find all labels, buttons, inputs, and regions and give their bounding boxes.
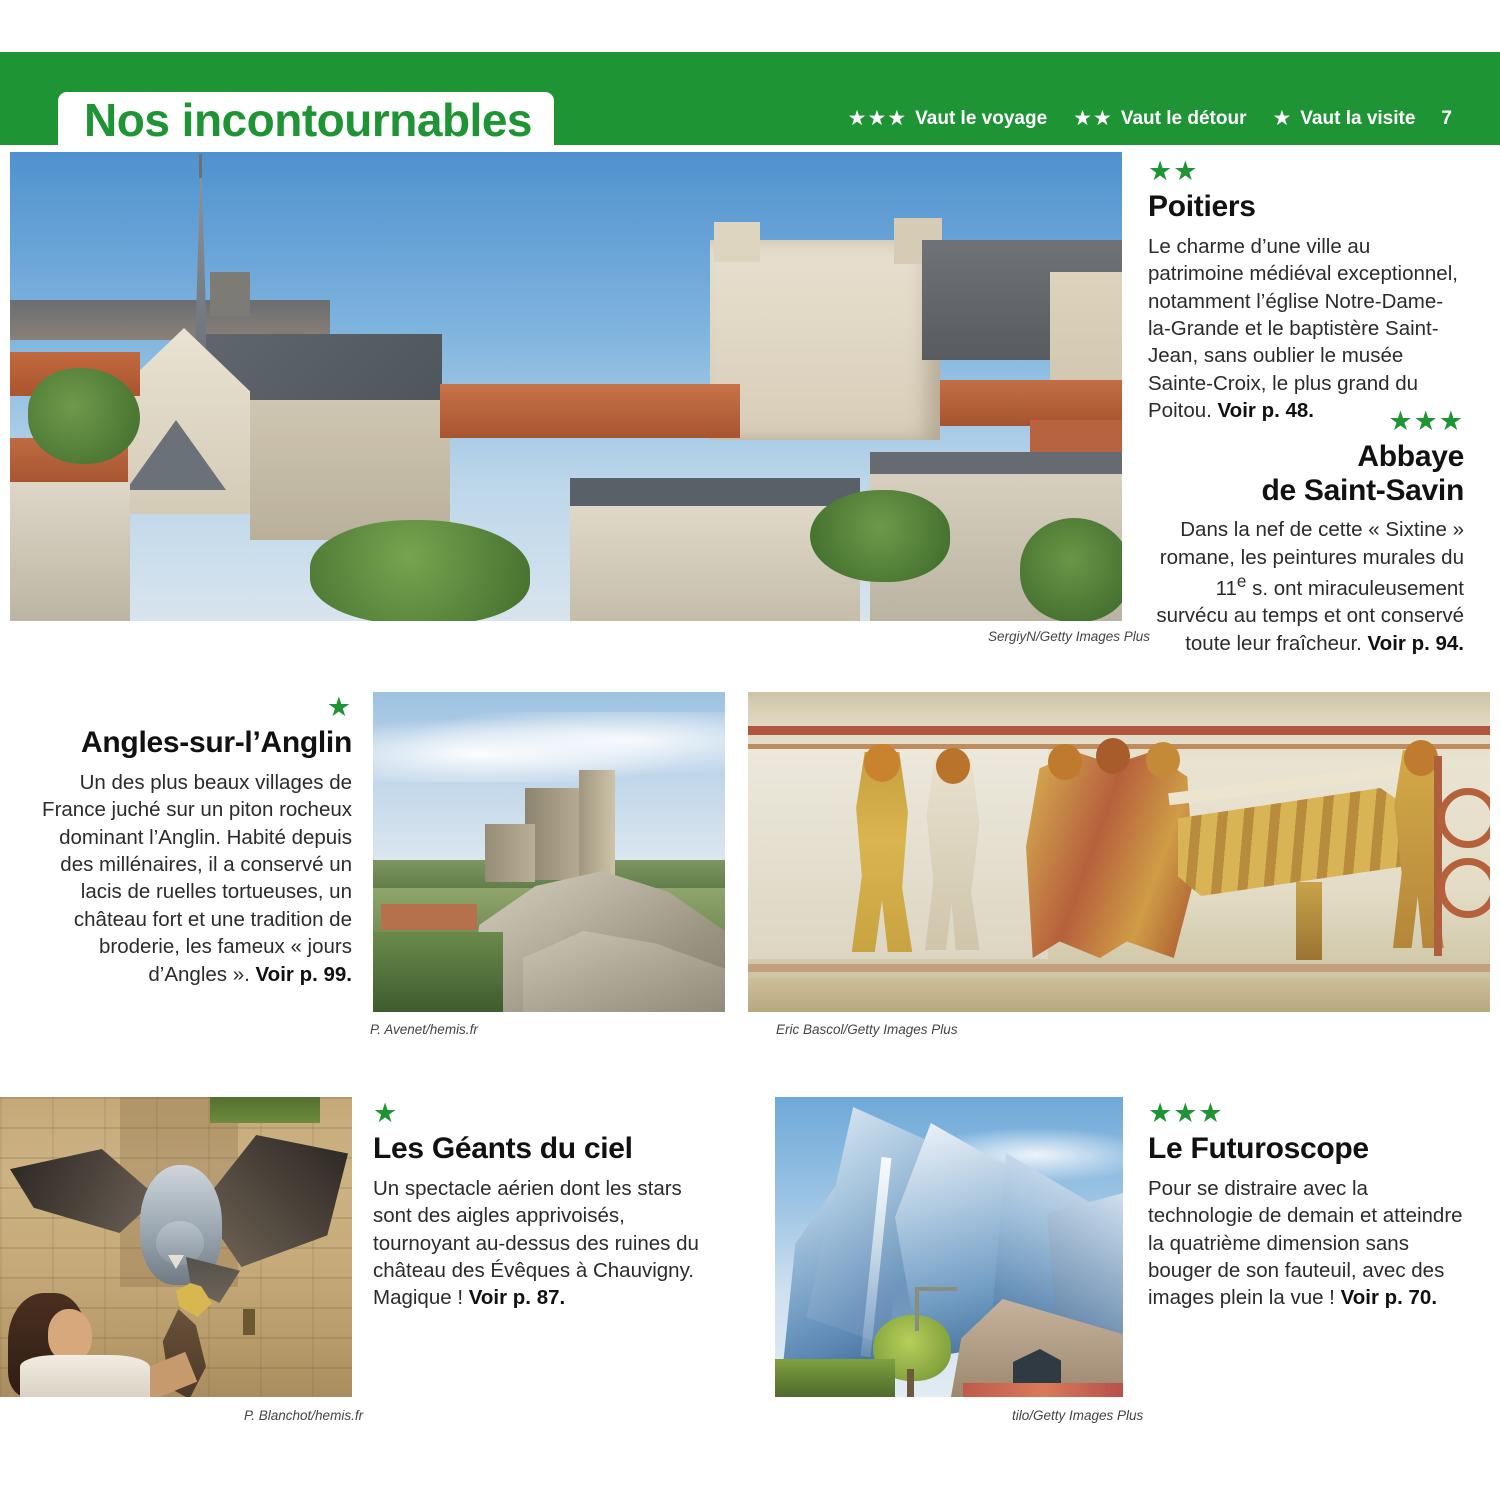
tree-cluster-center bbox=[310, 520, 530, 621]
entry-poitiers bbox=[1148, 158, 1464, 425]
legend-label-vaut-le-voyage: Vaut le voyage bbox=[915, 107, 1048, 129]
cathedral-tower-left bbox=[714, 222, 760, 262]
fresco-figure-3-head bbox=[1048, 744, 1082, 780]
falconer-face bbox=[48, 1309, 92, 1361]
church-spire-tip bbox=[199, 154, 202, 178]
header-band bbox=[0, 52, 1500, 145]
entry-le-futuroscope bbox=[1148, 1100, 1468, 1312]
photo-angles-sur-l-anglin-castle bbox=[373, 692, 725, 1012]
rating-stars-futuroscope: ★★★ bbox=[1148, 1098, 1224, 1128]
fresco-figure-5-head bbox=[1146, 742, 1180, 778]
entry-body-abbaye bbox=[1148, 516, 1464, 657]
page-title-box bbox=[58, 92, 554, 145]
entry-body-text: Pour se distraire avec la technologie de demain et atteindre la quatrième dimension sans bouger de son fauteuil, avec des images plein la vue ! bbox=[1148, 1176, 1463, 1310]
rating-stars-poitiers: ★★ bbox=[1148, 156, 1199, 186]
two-star-icon: ★ ★ bbox=[1073, 107, 1112, 130]
legend-item-1-star bbox=[1272, 108, 1415, 130]
photo-credit-fresco: Eric Bascol/Getty Images Plus bbox=[776, 1022, 958, 1037]
entry-see-ref-geants[interactable]: Voir p. 87. bbox=[468, 1286, 566, 1310]
ordinal-superscript: e bbox=[1236, 572, 1247, 592]
fresco-figure-2-head bbox=[936, 748, 970, 784]
tree-cluster-right bbox=[810, 490, 950, 582]
entry-angles-sur-l-anglin bbox=[34, 694, 352, 988]
cathedral-facade bbox=[710, 240, 940, 440]
flower-bed bbox=[963, 1383, 1123, 1397]
foreground-vegetation-left bbox=[373, 932, 503, 1012]
photo-credit-eagle: P. Blanchot/hemis.fr bbox=[244, 1408, 364, 1423]
entry-body-angles bbox=[34, 769, 352, 989]
entry-title-line-1: Abbaye bbox=[1357, 440, 1464, 473]
entry-title-abbaye bbox=[1148, 440, 1464, 507]
page-title: Nos incontournables bbox=[84, 93, 532, 146]
photo-futuroscope-pavilion bbox=[775, 1097, 1123, 1397]
legend-label-vaut-la-visite: Vaut la visite bbox=[1300, 107, 1416, 129]
entry-see-ref-abbaye[interactable]: Voir p. 94. bbox=[1367, 631, 1464, 655]
foreground-roof-right bbox=[870, 452, 1122, 474]
light-mast bbox=[915, 1287, 919, 1331]
entry-body-geants bbox=[373, 1175, 723, 1312]
entry-body-futuroscope bbox=[1148, 1175, 1468, 1312]
entry-body-text-post: s. ont miraculeusement survécu au temps et ont conservé toute leur fraîcheur. bbox=[1156, 576, 1464, 655]
entry-les-geants-du-ciel bbox=[373, 1100, 723, 1312]
rating-stars-angles: ★ bbox=[326, 692, 352, 722]
legend-label-vaut-le-detour: Vaut le détour bbox=[1120, 107, 1247, 129]
photo-poitiers-cityscape bbox=[10, 152, 1122, 621]
fresco-arch-right bbox=[1434, 756, 1490, 956]
tree-cluster-far-right bbox=[1020, 518, 1122, 621]
entry-body-text: Un des plus beaux villages de France juché sur un piton rocheux dominant l’Anglin. Habité depuis des millénaires, il a conservé un lacis de ruelles tortueuses, un château fort et une tradition de broderie, les fameux « jours d’Angles ». bbox=[42, 770, 352, 986]
fresco-figure-1-head bbox=[864, 744, 900, 782]
fresco-top-border bbox=[748, 726, 1490, 735]
photo-credit-futuroscope: tilo/Getty Images Plus bbox=[1012, 1408, 1144, 1423]
foreground-terrace-left bbox=[10, 482, 130, 621]
fresco-bottom-border bbox=[748, 964, 1490, 972]
entry-title-geants: Les Géants du ciel bbox=[373, 1132, 633, 1165]
entry-title-angles: Angles-sur-l’Anglin bbox=[81, 726, 352, 759]
fresco-figure-4-head bbox=[1096, 738, 1130, 774]
foliage-top-right bbox=[210, 1097, 320, 1123]
hedge-row bbox=[775, 1359, 895, 1397]
falconer-shirt bbox=[20, 1355, 150, 1397]
photo-credit-poitiers: SergiyN/Getty Images Plus bbox=[988, 629, 1151, 644]
entry-title-line-2: de Saint-Savin bbox=[1261, 473, 1464, 507]
photo-credit-angles: P. Avenet/hemis.fr bbox=[370, 1022, 478, 1037]
fresco-medallion-2 bbox=[1438, 858, 1490, 918]
fresco-figure-6-head bbox=[1404, 740, 1438, 776]
legend-item-3-stars bbox=[848, 108, 1048, 130]
photo-eagle-falconry bbox=[0, 1097, 352, 1397]
rooftops-center bbox=[440, 384, 740, 438]
castle-wall bbox=[485, 824, 535, 882]
distant-church-left bbox=[210, 272, 250, 316]
light-mast-arm bbox=[915, 1287, 957, 1291]
legend-item-2-stars bbox=[1073, 108, 1246, 130]
wall-arrow-slit bbox=[243, 1309, 255, 1335]
entry-abbaye-de-saint-savin bbox=[1148, 408, 1464, 657]
three-star-icon: ★ ★ ★ bbox=[847, 107, 907, 130]
photo-saint-savin-fresco bbox=[748, 692, 1490, 1012]
page-number: 7 bbox=[1441, 107, 1452, 129]
entry-see-ref-futuroscope[interactable]: Voir p. 70. bbox=[1340, 1286, 1438, 1310]
fresco-bottom-band bbox=[748, 978, 1490, 1012]
rating-legend bbox=[848, 92, 1500, 145]
foreground-roof-dark bbox=[570, 478, 860, 506]
rating-stars-abbaye: ★★★ bbox=[1388, 406, 1464, 436]
tree-trunk bbox=[907, 1369, 914, 1397]
fresco-medallion-1 bbox=[1438, 788, 1490, 848]
entry-title-poitiers: Poitiers bbox=[1148, 190, 1256, 223]
entry-body-poitiers bbox=[1148, 233, 1464, 425]
entry-body-text: Le charme d’une ville au patrimoine médiéval exceptionnel, notamment l’église Notre-Dame-la-Grande et le baptistère Saint-Jean, sans oublier le musée Sainte-Croix, le plus grand du Poitou. bbox=[1148, 234, 1458, 423]
fresco-structure-post bbox=[1296, 882, 1322, 960]
entry-title-futuroscope: Le Futuroscope bbox=[1148, 1132, 1369, 1165]
tree-cluster-left bbox=[28, 368, 140, 464]
fresco-figure-group-center bbox=[1026, 752, 1194, 958]
castle-tower bbox=[579, 770, 615, 882]
cloud-band bbox=[373, 712, 725, 782]
entry-see-ref-poitiers[interactable]: Voir p. 48. bbox=[1217, 399, 1314, 423]
entry-body-text: Un spectacle aérien dont les stars sont des aigles apprivoisés, tournoyant au-dessus des ruines du château des Évêques à Chauvigny. Magique ! bbox=[373, 1176, 699, 1310]
church-body bbox=[250, 400, 450, 540]
entry-body-text-pre: Dans la nef de cette « Sixtine » romane, les peintures murales du 11 bbox=[1159, 518, 1464, 600]
one-star-icon: ★ bbox=[1272, 107, 1292, 130]
entry-see-ref-angles[interactable]: Voir p. 99. bbox=[255, 962, 352, 986]
village-rooftops bbox=[381, 904, 477, 930]
rating-stars-geants: ★ bbox=[373, 1098, 399, 1128]
